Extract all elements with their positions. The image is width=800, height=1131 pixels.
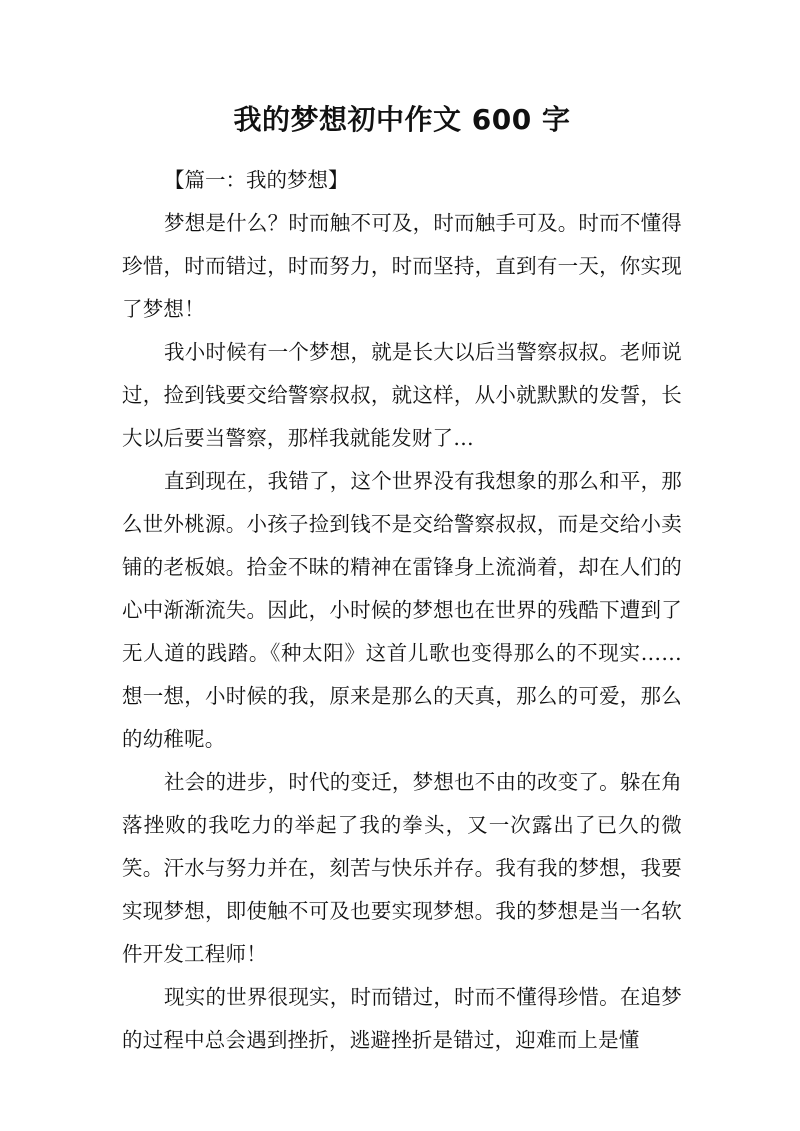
paragraph-5: 现实的世界很现实，时而错过，时而不懂得珍惜。在追梦的过程中总会遇到挫折，逃避挫折是错过，迎难而上是懂 (122, 985, 682, 1052)
section-heading: 【篇一：我的梦想】 (164, 168, 349, 192)
paragraph-4: 社会的进步，时代的变迁，梦想也不由的改变了。躲在角落挫败的我吃力的举起了我的拳头，又一次露出了已久的微笑。汗水与努力并在，刻苦与快乐并存。我有我的梦想，我要实现梦想，即使触不可及也要实现梦想。我的梦想是当一名软件开发工程师！ (122, 770, 682, 966)
paragraph-1: 梦想是什么？时而触不可及，时而触手可及。时而不懂得珍惜，时而错过，时而努力，时而坚持，直到有一天，你实现了梦想！ (122, 211, 682, 321)
document-title: 我的梦想初中作文 600 字 (233, 103, 571, 136)
paragraph-3: 直到现在，我错了，这个世界没有我想象的那么和平，那么世外桃源。小孩子捡到钱不是交给警察叔叔，而是交给小卖铺的老板娘。拾金不昧的精神在雷锋身上流淌着，却在人们的心中渐渐流失。因此，小时候的梦想也在世界的残酷下遭到了无人道的践踏。《种太阳》这首儿歌也变得那么的不现实……想一想，小时候的我，原来是那么的天真，那么的可爱，那么的幼稚呢。 (122, 469, 682, 751)
paragraph-2: 我小时候有一个梦想，就是长大以后当警察叔叔。老师说过，捡到钱要交给警察叔叔，就这样，从小就默默的发誓，长大以后要当警察，那样我就能发财了… (122, 340, 682, 450)
document-body (122, 159, 682, 1062)
